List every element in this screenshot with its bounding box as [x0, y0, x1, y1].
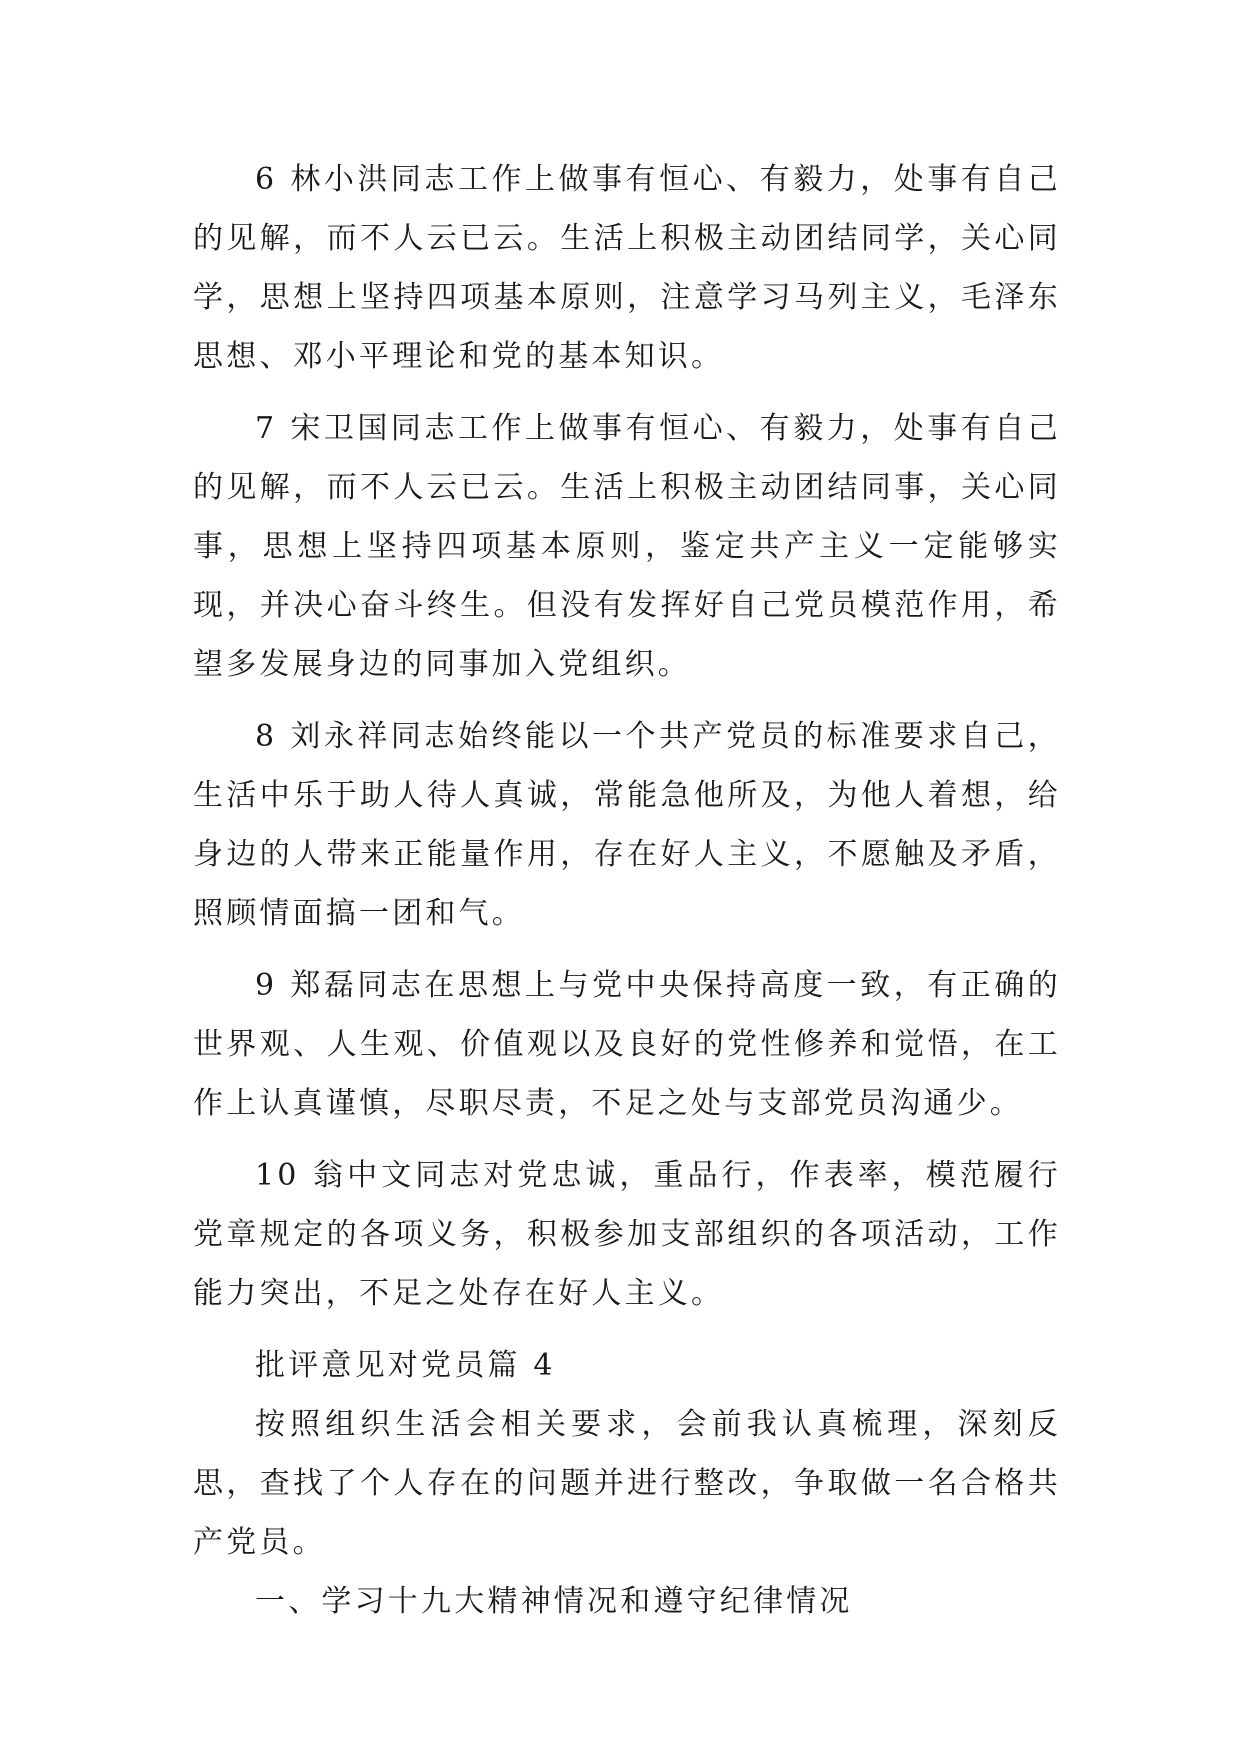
paragraph-item-8: 8 刘永祥同志始终能以一个共产党员的标准要求自己，生活中乐于助人待人真诚，常能急他所及，为他人着想，给身边的人带来正能量作用，存在好人主义，不愿触及矛盾，照顾情面搞一团和气。	[193, 719, 1061, 931]
paragraph-item-9: 9 郑磊同志在思想上与党中央保持高度一致，有正确的世界观、人生观、价值观以及良好的党性修养和觉悟，在工作上认真谨慎，尽职尽责，不足之处与支部党员沟通少。	[193, 968, 1061, 1121]
document-body	[193, 150, 1061, 1631]
paragraph-item-6: 6 林小洪同志工作上做事有恒心、有毅力，处事有自己的见解，而不人云已云。生活上积极主动团结同学，关心同学，思想上坚持四项基本原则，注意学习马列主义，毛泽东思想、邓小平理论和党的基本知识。	[193, 162, 1061, 374]
paragraph-item-10: 10 翁中文同志对党忠诚，重品行，作表率，模范履行党章规定的各项义务，积极参加支部组织的各项活动，工作能力突出，不足之处存在好人主义。	[193, 1158, 1061, 1311]
paragraph-item-7: 7 宋卫国同志工作上做事有恒心、有毅力，处事有自己的见解，而不人云已云。生活上积极主动团结同事，关心同事，思想上坚持四项基本原则，鉴定共产主义一定能够实现，并决心奋斗终生。但没有发挥好自己党员模范作用，希望多发展身边的同事加入党组织。	[193, 411, 1061, 682]
intro-paragraph: 按照组织生活会相关要求，会前我认真梳理，深刻反思，查找了个人存在的问题并进行整改，争取做一名合格共产党员。	[193, 1407, 1061, 1560]
section-title: 批评意见对党员篇 4	[255, 1348, 556, 1383]
subheading: 一、学习十九大精神情况和遵守纪律情况	[255, 1584, 853, 1619]
